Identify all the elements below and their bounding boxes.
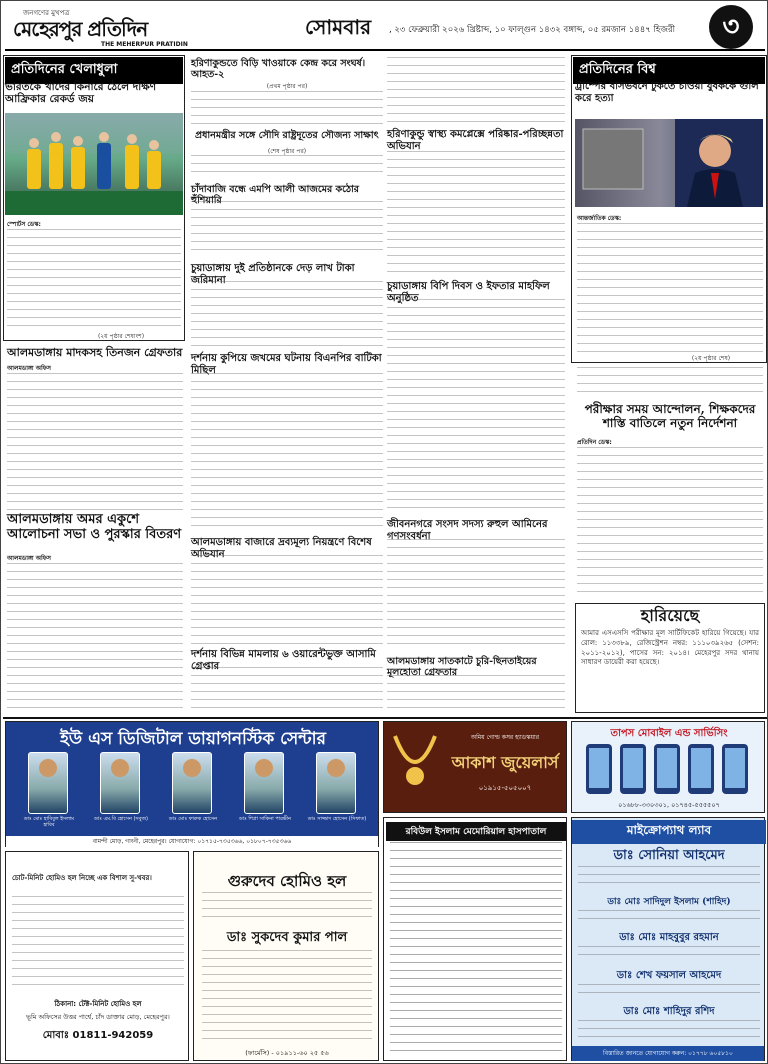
left-office-1: আলমডাঙ্গা অফিস	[7, 365, 52, 372]
world-desk: আন্তর্জাতিক ডেস্ক:	[577, 215, 622, 222]
world-body-2	[577, 367, 763, 395]
diagnostic-title: ইউ এস ডিজিটাল ডায়াগনস্টিক সেন্টার	[60, 729, 326, 749]
gurudev-details	[202, 950, 372, 1046]
doctor-photo-2	[100, 752, 140, 814]
center-body-1	[191, 91, 383, 125]
lab-doctor-3: ডাঃ মোঃ মাহবুবুর রহমান	[619, 932, 719, 943]
lab-doctor-4-details	[578, 984, 760, 998]
homeo-left-body	[12, 896, 184, 992]
world-continuation: (২য় পৃষ্ঠার শেষ)	[691, 355, 731, 362]
jewelers-ad	[383, 721, 567, 813]
left-body-1	[7, 373, 183, 511]
newspaper-name: মেহেরপুর প্রতিদিন	[13, 17, 148, 41]
left-headline-2: আলমডাঙ্গায় অমর একুশে আলোচনা সভা ও পুরস্কার বিতরণ	[7, 512, 182, 542]
mobile-shop-name: তাপস মোবাইল এন্ড সার্ভিসিং	[610, 728, 728, 739]
sports-frame	[3, 55, 185, 341]
center-body-3	[191, 201, 383, 257]
doctor-photo-4	[244, 752, 284, 814]
center-cont-2: (শেষ পৃষ্ঠার পর)	[267, 148, 307, 155]
cr-headline-3: জীবননগরে সংসদ সদস্য রুহুল আমিনের গণসংবর্ধনা	[387, 519, 548, 542]
lost-text: আমার এসএসসি পরীক্ষার মূল সার্টিফিকেট হারিয়ে গিয়েছে। যার রোল: ১১৩৩৮৯, রেজিস্ট্রেশন নম্বর: ১১১০৩৯২৬৫ (সেশন: ২০১১-২০১২), পাসের সন: ২০১৪। মেহেরপুর সদর থানায় সাধারণ ডায়েরী করা হয়েছে।	[581, 629, 759, 667]
center-headline-1: হরিণাকুন্ডতে বিড়ি খাওয়াকে কেন্দ্র করে সংঘর্ষ। আহত-২	[191, 58, 366, 80]
lab-doctor-5: ডাঃ মোঃ শাহিদুর রশিদ	[623, 1006, 715, 1017]
doctor-name-3: ডাঃ মোঃ ফারুক হোসেন	[168, 816, 218, 822]
tagline: জনগণের মুখপত্র	[23, 9, 70, 17]
homeo-left-headline: চোট-মিনিট হোমিও হল নিচ্ছে এক বিশাল সু-খবর।	[12, 874, 152, 882]
homeo-left-address-2: ভূমি অফিসের উত্তর পার্শ্বে, চাঁদ ডাক্তার মোড়, মেহেরপুর।	[26, 1013, 170, 1021]
cr-headline-4: আলমডাঙ্গায় সাতকাটে চুরি-ছিনতাইয়ের মূলহোতা গ্রেফতার	[387, 656, 537, 678]
center-body-6	[191, 555, 383, 645]
sports-section-title: প্রতিদিনের খেলাধুলা	[5, 57, 183, 84]
cr-body-0	[387, 57, 565, 127]
lab-doctor-2: ডাঃ মোঃ সাদিদুল ইসলাম (শাহিদ)	[607, 897, 731, 907]
left-body-2	[7, 563, 183, 715]
gurudev-homeo-ad	[193, 851, 379, 1061]
lab-doctor-1: ডাঃ সোনিয়া আহমেদ	[613, 848, 725, 863]
center-headline-7: দর্শনায় বিভিন্ন মামলায় ৬ ওয়ারেন্টভুক্ত আসামি গ্রেপ্তার	[191, 649, 376, 672]
right-body-1	[577, 447, 763, 597]
doctor-name-2: ডাঃ এম.বি হোসেন (সবুজ)	[94, 816, 148, 822]
cr-body-1	[387, 151, 565, 275]
doctor-name-5: ডাঃ সাজ্জাদ হোসেন (সিফাত)	[307, 816, 367, 822]
doctor-photo-5	[316, 752, 356, 814]
page-number-badge: ৩	[709, 5, 753, 49]
mobile-phone: ০১৬৮৮-৩৩০৩০১, ০১৭৪৫-৫৫৫৫০৭	[618, 801, 720, 809]
center-headline-3: চাঁদাবাজি বন্ধে এমপি আলী আজমের কঠোর হুঁশিয়ারি	[191, 184, 360, 206]
world-section-title: প্রতিদিনের বিশ্ব	[573, 57, 765, 84]
dateline: , ২৩ ফেব্রুয়ারী ২০২৬ খ্রিষ্টাব্দ, ১০ ফাল্গুন ১৪৩২ বঙ্গাব্দ, ০৫ রমজান ১৪৪৭ হিজরী	[389, 25, 676, 35]
sports-headline: ভারতকে খাদের কিনারে ঠেলে দক্ষিণ আফ্রিকার রেকর্ড জয়	[5, 81, 157, 106]
homeo-left-phone: মোবাঃ 01811-942059	[42, 1030, 154, 1041]
necklace-icon	[390, 728, 440, 808]
center-headline-6: আলমডাঙ্গায় বাজারে দ্রব্যমূল্য নিয়ন্ত্রণে বিশেষ অভিযান	[191, 537, 372, 560]
lost-title: হারিয়েছে	[640, 606, 700, 625]
center-headline-2: প্রধানমন্ত্রীর সঙ্গে সৌদি রাষ্ট্রদূতের সৌজন্য সাক্ষাৎ	[195, 130, 379, 141]
sports-continuation: (২য় পৃষ্ঠার শেষাংশ)	[97, 333, 145, 340]
cr-body-2	[387, 299, 565, 513]
lab-doctor-5-details	[578, 1020, 760, 1040]
center-cont-1: (প্রথম পৃষ্ঠার পর)	[266, 83, 308, 90]
lab-footer: বিস্তারিত জানতে যোগাযোগ করুন: ০১৭৭৮ ৬০৫৮১০	[572, 1046, 764, 1061]
day-name: সোমবার	[305, 15, 372, 39]
newspaper-logo	[9, 7, 199, 49]
center-body-7	[191, 667, 383, 711]
homeo-left-ad	[5, 851, 189, 1061]
lab-name: মাইক্রোপ্যাথ ল্যাব	[572, 820, 766, 844]
homeo-left-address-1: ঠিকানা: টেক্ট-মিনিট হোমিও হল	[54, 1000, 142, 1008]
gurudev-services	[202, 892, 372, 922]
doctor-photo-3	[172, 752, 212, 814]
right-desk: প্রতিদিন ডেস্ক:	[577, 439, 612, 446]
world-headline: ট্রাম্পের বাসভবনে ঢুকতে চাওয়া যুবককে গুলি করে হত্যা	[575, 81, 759, 104]
gurudev-doctor: ডাঃ সুকদেব কুমার পাল	[226, 930, 348, 945]
center-body-5	[191, 373, 383, 531]
jewelers-sub: অমিয় গোল্ড কসর হ্যাডস্কয়ার	[470, 734, 540, 741]
lab-doctor-2-details	[578, 910, 760, 926]
hospital-doctor-list	[390, 842, 562, 1054]
cr-body-3	[387, 539, 565, 651]
doctor-name-1: ডাঃ মোঃ হাবিবুল ইসলাম হাবিব	[23, 816, 75, 828]
right-headline-1: পরীক্ষার সময় আন্দোলন, শিক্ষকদের শাস্তি বাতিলে নতুন নির্দেশনা	[584, 402, 756, 430]
hospital-ad	[383, 817, 567, 1061]
doctor-name-4: ডাঃ শিপ্রা সাকিনা পারভীন	[239, 816, 291, 822]
center-headline-4: চুয়াডাঙ্গায় দুই প্রতিষ্ঠানকে দেড় লাখ টাকা জরিমানা	[191, 263, 355, 286]
cr-body-4	[387, 675, 565, 715]
lab-doctor-4: ডাঃ শেখ ফয়সাল আহমেদ	[616, 970, 722, 981]
ads-divider	[3, 717, 767, 719]
lab-doctor-1-details	[578, 866, 760, 890]
left-office-2: আলমডাঙ্গা অফিস	[7, 555, 52, 562]
masthead	[5, 5, 765, 51]
doctor-photo-1	[28, 752, 68, 814]
center-headline-5: দর্শনায় কুপিয়ে জখমের ঘটনায় বিএনপির বাটিকা মিছিল	[191, 353, 382, 376]
jewelers-phone: ০১৯১৫-৫০৫০০৭	[478, 784, 532, 792]
left-headline-1: আলমডাঙ্গায় মাদকসহ তিনজন গ্রেফতার	[7, 346, 183, 359]
lab-doctor-3-details	[578, 946, 760, 962]
cr-headline-1: হরিণাকুন্ডু স্বাস্থ্য কমপ্লেক্সে পরিষ্কার-পরিচ্ছন্নতা অভিযান	[387, 129, 564, 152]
gurudev-title: গুরুদেব হোমিও হল	[227, 872, 347, 890]
center-body-2	[191, 155, 383, 179]
phones-icon	[586, 744, 752, 796]
mobile-service-ad	[571, 721, 765, 813]
diagnostic-center-ad	[5, 721, 379, 847]
lab-ad	[571, 817, 765, 1061]
center-body-4	[191, 281, 383, 347]
newspaper-name-en: THE MEHERPUR PRATIDIN	[101, 41, 188, 48]
diagnostic-footer: বামন্দী মোড়, গাংনী, মেহেরপুর। যোগাযোগ: ০১৭১৫-৭৩৫৩৬৬, ০১৮০৭-৭৩৫৩৬৬	[6, 836, 378, 847]
sports-desk: স্পোর্টস ডেস্ক:	[7, 221, 41, 228]
world-frame	[571, 55, 767, 363]
jewelers-name: আকাশ জুয়েলার্স	[451, 753, 559, 772]
hospital-name: রবিউল ইসলাম মেমোরিয়াল হাসপাতাল	[386, 822, 566, 841]
gurudev-footer: (ফার্মেসি) - ০১৯১১-৬০ ২৫ ৫৬	[245, 1049, 329, 1057]
cr-headline-2: চুয়াডাঙ্গায় বিপি দিবস ও ইফতার মাহফিল অনুষ্ঠিত	[387, 281, 550, 304]
